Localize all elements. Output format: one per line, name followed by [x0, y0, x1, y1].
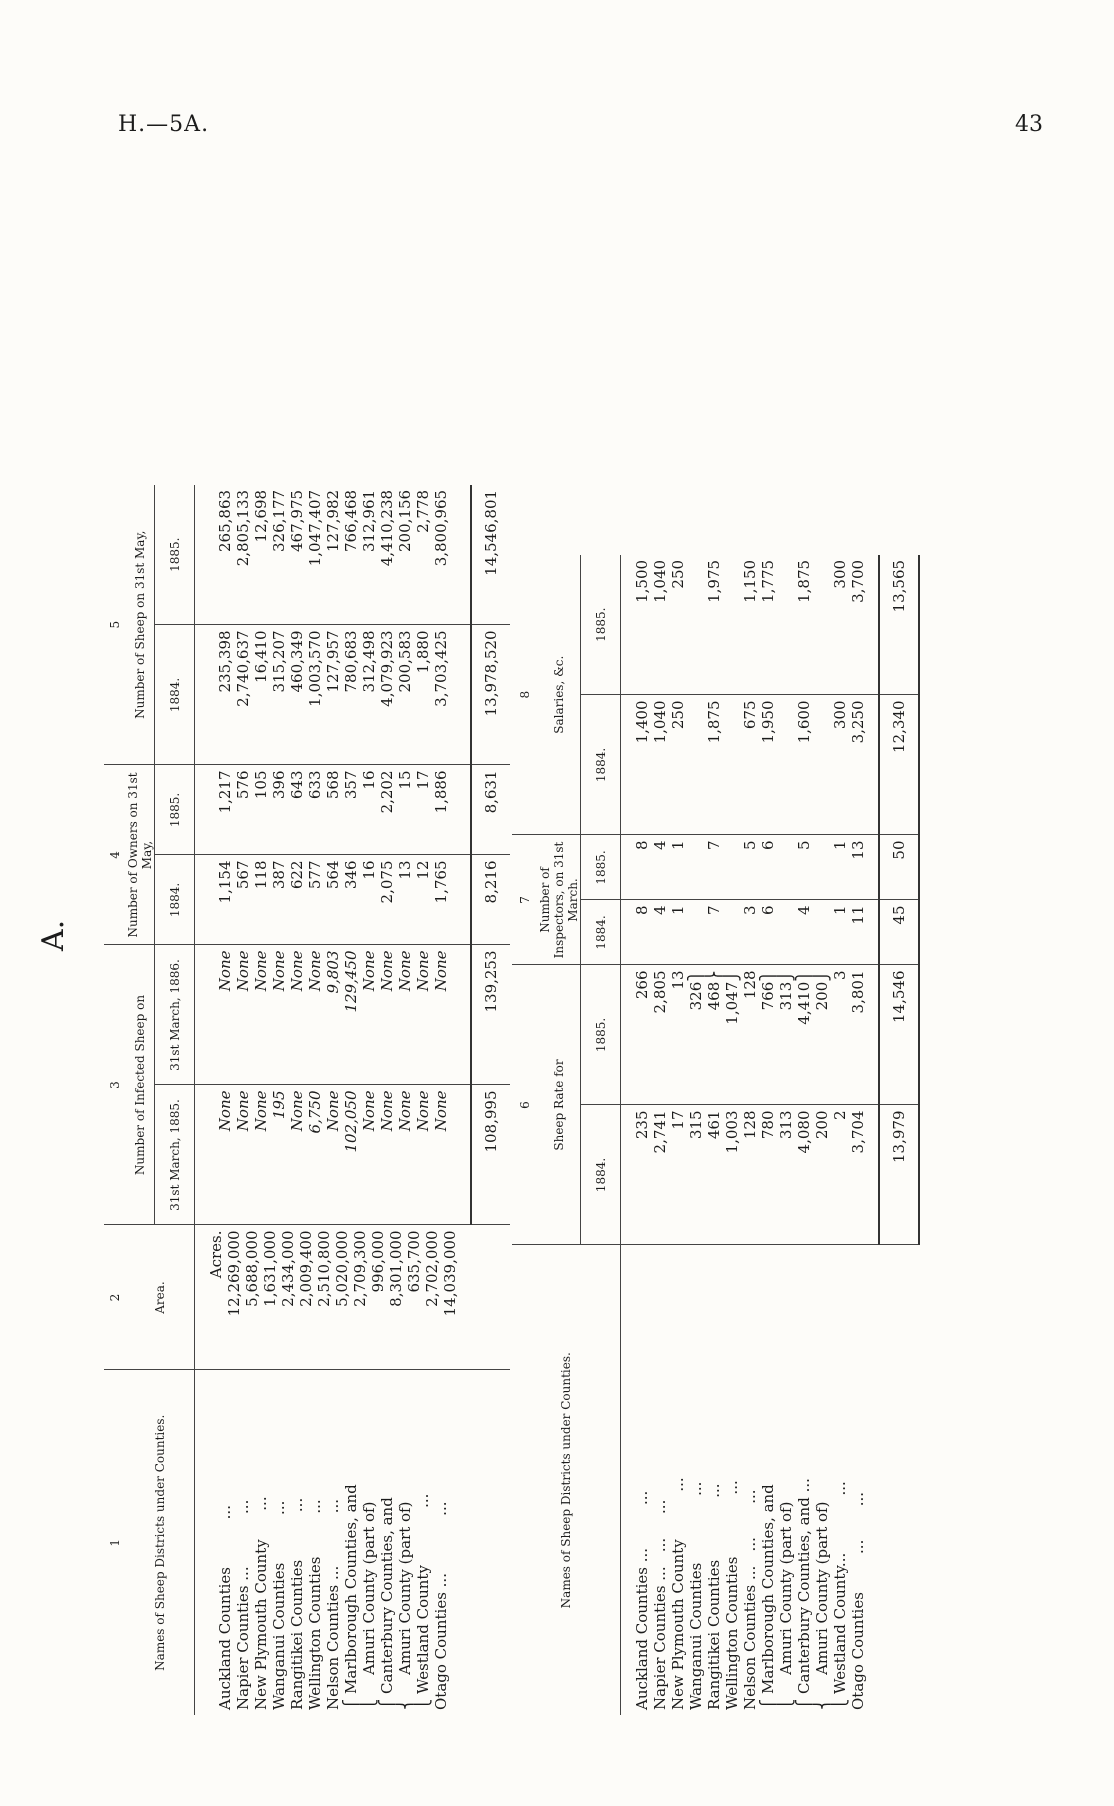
header-salaries-1885: 1885.: [581, 555, 621, 695]
header-sheep-1884: 1884.: [155, 625, 195, 765]
total-infected-1886: 139,253: [471, 945, 510, 1085]
column-number-4: 4: [104, 765, 126, 945]
total-rate-1885: 14,546: [879, 965, 919, 1105]
column-number-8: 8: [512, 555, 538, 835]
area-column: Acres. 12,269,000 5,688,000 1,631,000 2,434,000 2,009,400 2,510,800 5,020,000 2,709,300 996,000 8,301,000 635,700 2,702,000 14,039,000: [207, 1230, 459, 1317]
total-inspectors-1884: 45: [879, 900, 919, 965]
header-names: Names of Sheep Districts under Counties.: [512, 1245, 621, 1715]
salaries-1884-column: 1,400 1,040 250 1,875 675 1,950 1,600 300 3,250: [632, 700, 867, 744]
rate-1884-column: 235 2,741 17 315 461 1,003 128 780 313 4,080 200 2 3,704: [632, 1110, 867, 1154]
infected-1886-column: None None None None None None 9,803 129,450 None None None None None: [215, 950, 450, 1013]
sheep-1885-column: 265,863 2,805,133 12,698 326,177 467,975 1,047,407 127,982 766,468 312,961 4,410,238 200,156 2,778 3,800,965: [215, 489, 450, 567]
header-owners-1884: 1884.: [155, 855, 195, 945]
total-owners-1884: 8,216: [471, 855, 510, 945]
column-number-5: 5: [104, 485, 126, 765]
rates-inspectors-salaries-table: [512, 150, 920, 1715]
infected-1885-column: None None None 195 None 6,750 None 102,050 None None None None None: [215, 1090, 450, 1153]
column-number-6: 6: [512, 965, 538, 1245]
total-rate-1884: 13,979: [879, 1105, 919, 1245]
total-salaries-1884: 12,340: [879, 695, 919, 835]
column-number-3: 3: [104, 945, 126, 1225]
sheep-statistics-table: [104, 150, 510, 1715]
inspectors-1884-column: 8 4 1 7 3 6 4 1 11: [632, 905, 867, 925]
header-sheep-rate: Sheep Rate for: [538, 965, 581, 1245]
column-number-7: 7: [512, 835, 538, 965]
header-rate-1884: 1884.: [581, 1105, 621, 1245]
total-sheep-1884: 13,978,520: [471, 625, 510, 765]
header-inspectors-1884: 1884.: [581, 900, 621, 965]
page-header-left: H.—5A.: [118, 112, 210, 137]
district-names-column: Auckland Counties ... ... Napier Counties ... ... ... New Plymouth County ... Wanganui Counties ... Rangitikei Counties ... Wellington Counties ... Nelson Counties ... ... ... ⎧ Marlborough Counties, and ⎩ Amuri County (part of) ⎧ Canterbury Counties, and ... ⎨ Amuri County (part of) ⎩ Westland County... ... Otago Counties ... ...: [633, 1477, 867, 1710]
owners-1885-column: 1,217 576 105 396 643 633 568 357 16 2,202 15 17 1,886: [215, 770, 450, 814]
total-sheep-1885: 14,546,801: [471, 485, 510, 625]
rate-1885-column: 266 2,805 13 326⎫ 468⎬ 1,047⎭ 128 766⎫ 313⎭ 4,410⎫ 200⎭ 3 3,801: [632, 970, 867, 1025]
header-infected-sheep: Number of Infected Sheep on: [126, 945, 155, 1225]
owners-1884-column: 1,154 567 118 387 622 577 564 346 16 2,075 13 12 1,765: [215, 860, 450, 904]
header-inspectors-1885: 1885.: [581, 835, 621, 900]
header-names: Names of Sheep Districts under Counties.: [126, 1370, 195, 1715]
total-owners-1885: 8,631: [471, 765, 510, 855]
column-number-1: 1: [108, 1538, 122, 1547]
header-rate-1885: 1885.: [581, 965, 621, 1105]
header-owners: Number of Owners on 31st May,: [126, 765, 155, 945]
column-number-2: 2: [104, 1225, 126, 1370]
district-names-column: Auckland Counties ... Napier Counties ... ... New Plymouth County ... Wanganui Counties ... Rangitikei Counties ... Wellington Counties ... Nelson Counties ... ... ⎧ Marlborough Counties, and ⎩ Amuri County (part of) ⎧ Canterbury Counties, and ⎨ Amuri County (part of) ⎩ Westland County ... Otago Counties ... ...: [216, 1484, 450, 1710]
header-infected-1886: 31st March, 1886.: [155, 945, 195, 1085]
inspectors-1885-column: 8 4 1 7 5 6 5 1 13: [632, 840, 867, 860]
header-inspectors: Number of Inspectors, on 31st March.: [538, 835, 581, 965]
header-area: Area.: [126, 1225, 195, 1370]
header-infected-1885: 31st March, 1885.: [155, 1085, 195, 1225]
salaries-1885-column: 1,500 1,040 250 1,975 1,150 1,775 1,875 300 3,700: [632, 559, 867, 603]
sheep-1884-column: 235,398 2,740,637 16,410 315,207 460,349 1,003,570 127,957 780,683 312,498 4,079,923 200,583 1,880 3,703,425: [215, 630, 450, 707]
header-salaries: Salaries, &c.: [538, 555, 581, 835]
header-salaries-1884: 1884.: [581, 695, 621, 835]
appendix-letter: A.: [36, 919, 72, 952]
total-inspectors-1885: 50: [879, 835, 919, 900]
header-sheep: Number of Sheep on 31st May,: [126, 485, 155, 765]
header-owners-1885: 1885.: [155, 765, 195, 855]
total-infected-1885: 108,995: [471, 1085, 510, 1225]
header-sheep-1885: 1885.: [155, 485, 195, 625]
page-number: 43: [1015, 112, 1043, 137]
total-salaries-1885: 13,565: [879, 555, 919, 695]
